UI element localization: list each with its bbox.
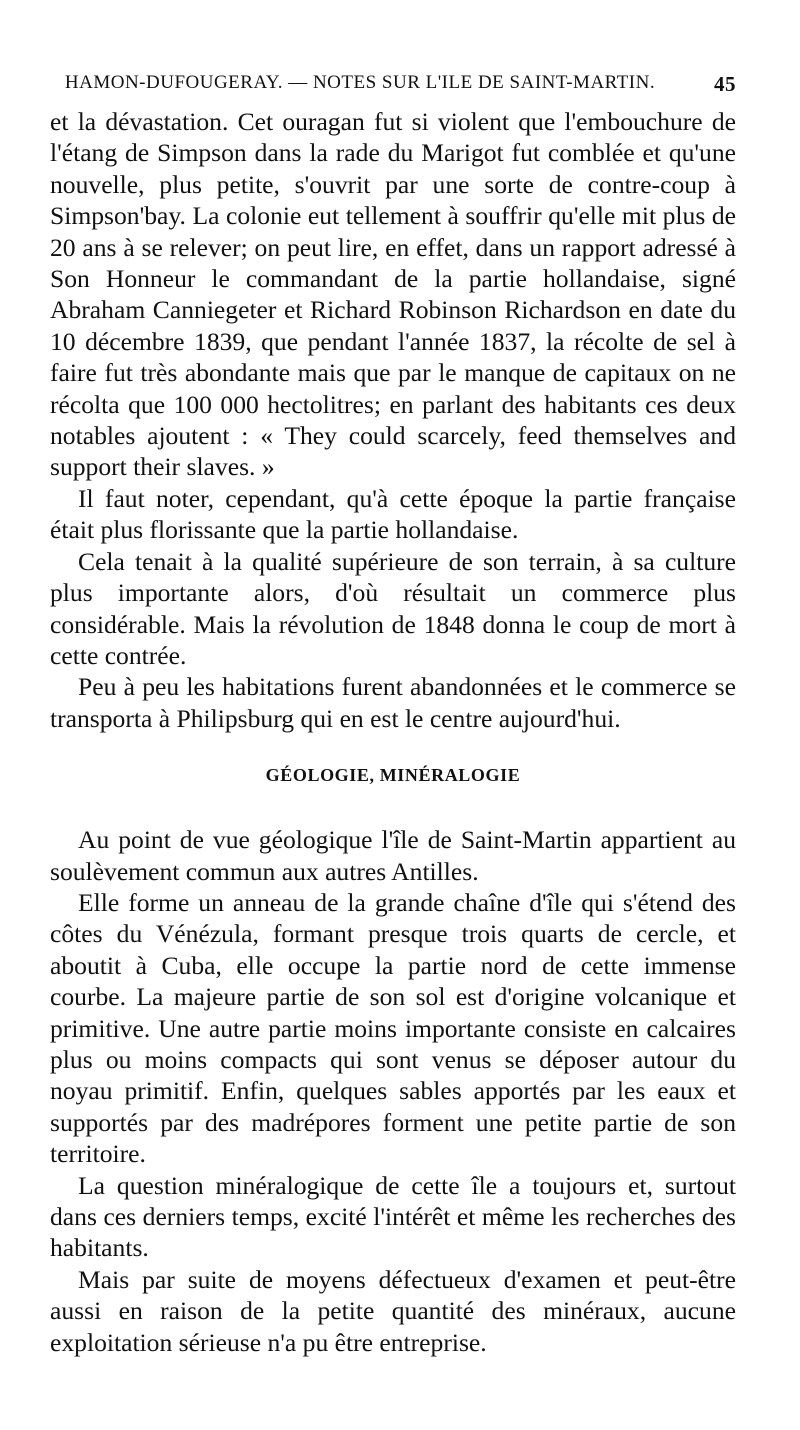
page-body (50, 106, 736, 1358)
section-heading: GÉOLOGIE, MINÉRALOGIE (265, 765, 521, 786)
paragraph: Il faut noter, cependant, qu'à cette époque la partie française était plus florissante que la partie hollandaise. (50, 483, 736, 545)
running-title: HAMON-DUFOUGERAY. — NOTES SUR L'ILE DE SAINT-MARTIN. (64, 72, 656, 93)
paragraph: La question minéralogique de cette île a toujours et, surtout dans ces derniers temps, excité l'intérêt et même les recherches des habitants. (50, 1170, 736, 1263)
paragraph: et la dévastation. Cet ouragan fut si violent que l'embouchure de l'étang de Simpson dans la rade du Marigot fut comblée et qu'une nouvelle, plus petite, s'ouvrit par une sorte de contre-coup à Simpson'bay. La colonie eut tellement à souffrir qu'elle mit plus de 20 ans à se relever; on peut lire, en effet, dans un rapport adressé à Son Honneur le commandant de la partie hollandaise, signé Abraham Canniegeter et Richard Robinson Richardson en date du 10 décembre 1839, que pendant l'année 1837, la récolte de sel à faire fut très abondante mais que par le manque de capitaux on ne récolta que 100 000 hectolitres; en parlant des habitants ces deux notables ajoutent : « They could scarcely, feed themselves and support their slaves. » (50, 107, 736, 482)
paragraph: Au point de vue géologique l'île de Saint-Martin appartient au soulèvement commun aux autres Antilles. (50, 825, 736, 886)
paragraph: Elle forme un anneau de la grande chaîne d'île qui s'étend des côtes du Vénézula, formant presque trois quarts de cercle, et aboutit à Cuba, elle occupe la partie nord de cette immense courbe. La majeure partie de son sol est d'origine volcanique et primitive. Une autre partie moins importante consiste en calcaires plus ou moins compacts qui sont venus se déposer autour du noyau primitif. Enfin, quelques sables apportés par les eaux et supportés par des madrépores forment une petite partie de son territoire. (50, 887, 736, 1169)
page-number: 45 (714, 72, 736, 96)
running-header (50, 72, 736, 102)
paragraph: Mais par suite de moyens défectueux d'examen et peut-être aussi en raison de la petite quantité des minéraux, aucune exploitation sérieuse n'a pu être entreprise. (50, 1264, 736, 1357)
paragraph: Cela tenait à la qualité supérieure de son terrain, à sa culture plus importante alors, d'où résultait un commerce plus considérable. Mais la révolution de 1848 donna le coup de mort à cette contrée. (50, 546, 736, 670)
paragraph: Peu à peu les habitations furent abandonnées et le commerce se transporta à Philipsburg qui en est le centre aujourd'hui. (50, 672, 736, 733)
